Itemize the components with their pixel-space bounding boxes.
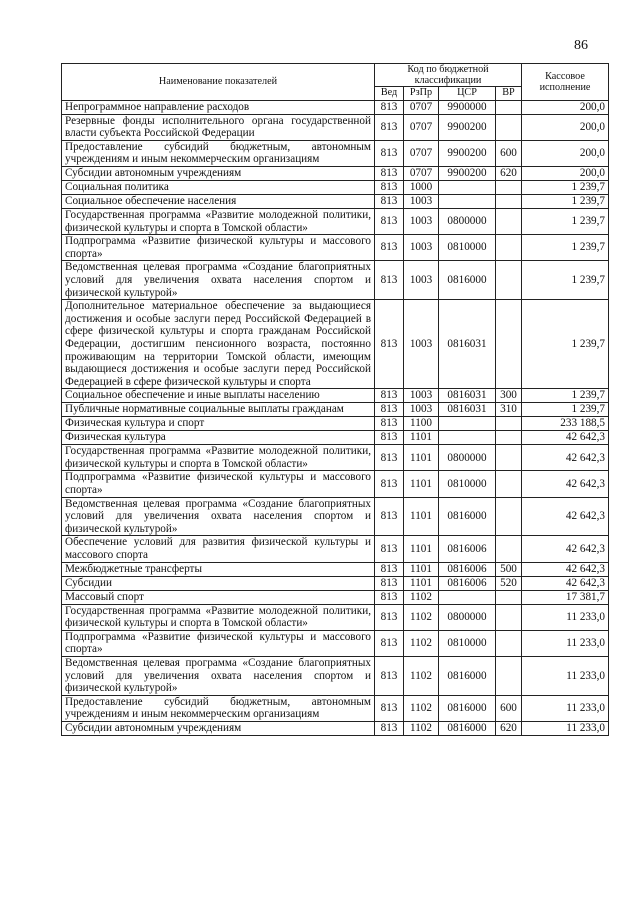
cell-csr: 0816000 <box>439 657 496 696</box>
cell-rzpr: 1102 <box>404 721 439 735</box>
cell-csr: 9900200 <box>439 140 496 166</box>
cell-csr: 0800000 <box>439 208 496 234</box>
cell-indicator-name: Социальное обеспечение и иные выплаты населению <box>62 389 375 403</box>
table-row <box>62 630 609 656</box>
cell-indicator-name: Подпрограмма «Развитие физической культуры и массового спорта» <box>62 630 375 656</box>
cell-indicator-name: Обеспечение условий для развития физической культуры и массового спорта <box>62 536 375 562</box>
cell-rzpr: 1003 <box>404 261 439 300</box>
cell-indicator-name: Подпрограмма «Развитие физической культуры и массового спорта» <box>62 235 375 261</box>
cell-vr <box>496 445 522 471</box>
header-vr: ВР <box>496 87 522 101</box>
cell-indicator-name: Физическая культура <box>62 431 375 445</box>
cell-indicator-name: Субсидии автономным учреждениям <box>62 721 375 735</box>
cell-csr: 0816006 <box>439 536 496 562</box>
cell-csr <box>439 417 496 431</box>
cell-indicator-name: Публичные нормативные социальные выплаты гражданам <box>62 403 375 417</box>
cell-cash-execution: 200,0 <box>522 114 609 140</box>
cell-cash-execution: 42 642,3 <box>522 576 609 590</box>
header-ved: Вед <box>375 87 404 101</box>
cell-indicator-name: Предоставление субсидий бюджетным, автономным учреждениям и иным некоммерческим организациям <box>62 695 375 721</box>
cell-vr <box>496 431 522 445</box>
cell-indicator-name: Непрограммное направление расходов <box>62 100 375 114</box>
cell-indicator-name: Предоставление субсидий бюджетным, автономным учреждениям и иным некоммерческим организациям <box>62 140 375 166</box>
cell-ved: 813 <box>375 194 404 208</box>
cell-vr: 520 <box>496 576 522 590</box>
cell-csr: 0816000 <box>439 261 496 300</box>
cell-csr: 0800000 <box>439 445 496 471</box>
cell-csr: 0816000 <box>439 497 496 536</box>
header-code-group: Код по бюджетной классификации <box>375 64 522 87</box>
cell-indicator-name: Ведомственная целевая программа «Создание благоприятных условий для увеличения охвата населения спортом и физической культурой» <box>62 261 375 300</box>
cell-csr: 0816000 <box>439 695 496 721</box>
cell-cash-execution: 200,0 <box>522 100 609 114</box>
cell-csr: 0800000 <box>439 604 496 630</box>
table-row <box>62 403 609 417</box>
table-row <box>62 604 609 630</box>
table-row <box>62 114 609 140</box>
table-row <box>62 140 609 166</box>
table-row <box>62 445 609 471</box>
cell-cash-execution: 1 239,7 <box>522 235 609 261</box>
cell-ved: 813 <box>375 261 404 300</box>
cell-ved: 813 <box>375 590 404 604</box>
cell-rzpr: 1003 <box>404 194 439 208</box>
table-row <box>62 471 609 497</box>
cell-cash-execution: 11 233,0 <box>522 695 609 721</box>
cell-ved: 813 <box>375 630 404 656</box>
cell-vr <box>496 300 522 389</box>
cell-cash-execution: 1 239,7 <box>522 208 609 234</box>
cell-rzpr: 1101 <box>404 576 439 590</box>
cell-rzpr: 0707 <box>404 140 439 166</box>
table-row <box>62 695 609 721</box>
cell-cash-execution: 11 233,0 <box>522 630 609 656</box>
cell-rzpr: 1003 <box>404 389 439 403</box>
cell-ved: 813 <box>375 604 404 630</box>
cell-vr: 500 <box>496 562 522 576</box>
cell-csr: 9900200 <box>439 114 496 140</box>
cell-rzpr: 1102 <box>404 604 439 630</box>
cell-cash-execution: 42 642,3 <box>522 431 609 445</box>
cell-vr <box>496 261 522 300</box>
cell-rzpr: 1101 <box>404 445 439 471</box>
cell-vr <box>496 590 522 604</box>
cell-cash-execution: 1 239,7 <box>522 389 609 403</box>
cell-cash-execution: 233 188,5 <box>522 417 609 431</box>
cell-rzpr: 0707 <box>404 100 439 114</box>
cell-indicator-name: Субсидии <box>62 576 375 590</box>
budget-execution-table <box>61 63 609 736</box>
cell-indicator-name: Государственная программа «Развитие молодежной политики, физической культуры и спорта в Томской области» <box>62 208 375 234</box>
cell-rzpr: 1003 <box>404 403 439 417</box>
cell-ved: 813 <box>375 403 404 417</box>
cell-csr: 0810000 <box>439 471 496 497</box>
cell-vr: 600 <box>496 695 522 721</box>
cell-ved: 813 <box>375 497 404 536</box>
cell-rzpr: 1003 <box>404 235 439 261</box>
cell-vr <box>496 497 522 536</box>
cell-vr <box>496 417 522 431</box>
cell-rzpr: 1101 <box>404 562 439 576</box>
header-indicator-name: Наименование показателей <box>62 64 375 101</box>
cell-ved: 813 <box>375 445 404 471</box>
cell-ved: 813 <box>375 576 404 590</box>
cell-indicator-name: Массовый спорт <box>62 590 375 604</box>
cell-indicator-name: Ведомственная целевая программа «Создание благоприятных условий для увеличения охвата населения спортом и физической культурой» <box>62 657 375 696</box>
cell-indicator-name: Государственная программа «Развитие молодежной политики, физической культуры и спорта в Томской области» <box>62 604 375 630</box>
cell-cash-execution: 11 233,0 <box>522 657 609 696</box>
cell-vr: 310 <box>496 403 522 417</box>
cell-ved: 813 <box>375 166 404 180</box>
cell-cash-execution: 42 642,3 <box>522 562 609 576</box>
cell-ved: 813 <box>375 562 404 576</box>
table-row <box>62 536 609 562</box>
cell-vr: 620 <box>496 166 522 180</box>
cell-csr: 0816000 <box>439 721 496 735</box>
cell-rzpr: 1102 <box>404 590 439 604</box>
cell-vr: 600 <box>496 140 522 166</box>
table-row <box>62 180 609 194</box>
cell-ved: 813 <box>375 536 404 562</box>
cell-csr: 0816031 <box>439 403 496 417</box>
table-row <box>62 657 609 696</box>
cell-vr <box>496 194 522 208</box>
cell-cash-execution: 42 642,3 <box>522 471 609 497</box>
cell-ved: 813 <box>375 180 404 194</box>
cell-rzpr: 1000 <box>404 180 439 194</box>
cell-rzpr: 1101 <box>404 536 439 562</box>
cell-rzpr: 1102 <box>404 695 439 721</box>
cell-cash-execution: 42 642,3 <box>522 497 609 536</box>
cell-vr <box>496 208 522 234</box>
cell-cash-execution: 42 642,3 <box>522 536 609 562</box>
table-row <box>62 576 609 590</box>
cell-vr <box>496 536 522 562</box>
cell-ved: 813 <box>375 417 404 431</box>
cell-indicator-name: Субсидии автономным учреждениям <box>62 166 375 180</box>
table-row <box>62 562 609 576</box>
cell-csr <box>439 590 496 604</box>
cell-indicator-name: Государственная программа «Развитие молодежной политики, физической культуры и спорта в Томской области» <box>62 445 375 471</box>
cell-cash-execution: 200,0 <box>522 140 609 166</box>
cell-csr: 0810000 <box>439 630 496 656</box>
table-row <box>62 100 609 114</box>
cell-vr <box>496 657 522 696</box>
table-row <box>62 590 609 604</box>
cell-rzpr: 1102 <box>404 657 439 696</box>
table-row <box>62 235 609 261</box>
cell-vr <box>496 180 522 194</box>
cell-vr <box>496 604 522 630</box>
table-row <box>62 497 609 536</box>
cell-rzpr: 0707 <box>404 114 439 140</box>
cell-vr <box>496 100 522 114</box>
cell-rzpr: 0707 <box>404 166 439 180</box>
cell-csr <box>439 194 496 208</box>
cell-indicator-name: Межбюджетные трансферты <box>62 562 375 576</box>
cell-indicator-name: Подпрограмма «Развитие физической культуры и массового спорта» <box>62 471 375 497</box>
cell-csr: 9900000 <box>439 100 496 114</box>
cell-cash-execution: 42 642,3 <box>522 445 609 471</box>
table-row <box>62 194 609 208</box>
cell-ved: 813 <box>375 471 404 497</box>
cell-indicator-name: Дополнительное материальное обеспечение за выдающиеся достижения и особые заслуги перед Российской Федерацией в сфере физической культуры и спорта гражданам Российской Федерации, достигшим пенсионного возраста, постоянно проживающим на территории Томской области, имеющим выдающиеся достижения и особые заслуги перед Российской Федерацией в сфере физической культуры и спорта <box>62 300 375 389</box>
cell-rzpr: 1102 <box>404 630 439 656</box>
cell-csr: 0816031 <box>439 300 496 389</box>
cell-csr <box>439 180 496 194</box>
cell-ved: 813 <box>375 114 404 140</box>
cell-ved: 813 <box>375 300 404 389</box>
cell-csr <box>439 431 496 445</box>
cell-cash-execution: 1 239,7 <box>522 180 609 194</box>
cell-ved: 813 <box>375 208 404 234</box>
table-row <box>62 721 609 735</box>
cell-ved: 813 <box>375 100 404 114</box>
cell-csr: 0816006 <box>439 562 496 576</box>
table-row <box>62 431 609 445</box>
cell-cash-execution: 17 381,7 <box>522 590 609 604</box>
cell-vr: 300 <box>496 389 522 403</box>
cell-indicator-name: Социальное обеспечение населения <box>62 194 375 208</box>
cell-cash-execution: 11 233,0 <box>522 721 609 735</box>
cell-cash-execution: 1 239,7 <box>522 261 609 300</box>
table-row <box>62 208 609 234</box>
cell-indicator-name: Резервные фонды исполнительного органа государственной власти субъекта Российской Федерации <box>62 114 375 140</box>
cell-ved: 813 <box>375 431 404 445</box>
cell-ved: 813 <box>375 721 404 735</box>
cell-csr: 0816006 <box>439 576 496 590</box>
cell-vr <box>496 630 522 656</box>
cell-cash-execution: 11 233,0 <box>522 604 609 630</box>
header-cash-execution: Кассовое исполнение <box>522 64 609 101</box>
table-row <box>62 300 609 389</box>
cell-rzpr: 1101 <box>404 497 439 536</box>
cell-csr: 9900200 <box>439 166 496 180</box>
cell-indicator-name: Физическая культура и спорт <box>62 417 375 431</box>
cell-cash-execution: 1 239,7 <box>522 194 609 208</box>
cell-rzpr: 1101 <box>404 471 439 497</box>
cell-ved: 813 <box>375 389 404 403</box>
cell-vr: 620 <box>496 721 522 735</box>
table-row <box>62 417 609 431</box>
cell-rzpr: 1003 <box>404 208 439 234</box>
table-row <box>62 261 609 300</box>
cell-cash-execution: 1 239,7 <box>522 403 609 417</box>
header-csr: ЦСР <box>439 87 496 101</box>
cell-rzpr: 1003 <box>404 300 439 389</box>
table-row <box>62 166 609 180</box>
cell-cash-execution: 200,0 <box>522 166 609 180</box>
cell-cash-execution: 1 239,7 <box>522 300 609 389</box>
cell-ved: 813 <box>375 695 404 721</box>
cell-ved: 813 <box>375 140 404 166</box>
cell-vr <box>496 235 522 261</box>
cell-rzpr: 1100 <box>404 417 439 431</box>
cell-indicator-name: Социальная политика <box>62 180 375 194</box>
cell-csr: 0816031 <box>439 389 496 403</box>
cell-ved: 813 <box>375 657 404 696</box>
cell-rzpr: 1101 <box>404 431 439 445</box>
table-row <box>62 389 609 403</box>
cell-ved: 813 <box>375 235 404 261</box>
page-number: 86 <box>574 38 588 53</box>
cell-vr <box>496 471 522 497</box>
header-rzpr: РзПр <box>404 87 439 101</box>
cell-csr: 0810000 <box>439 235 496 261</box>
cell-vr <box>496 114 522 140</box>
cell-indicator-name: Ведомственная целевая программа «Создание благоприятных условий для увеличения охвата населения спортом и физической культурой» <box>62 497 375 536</box>
